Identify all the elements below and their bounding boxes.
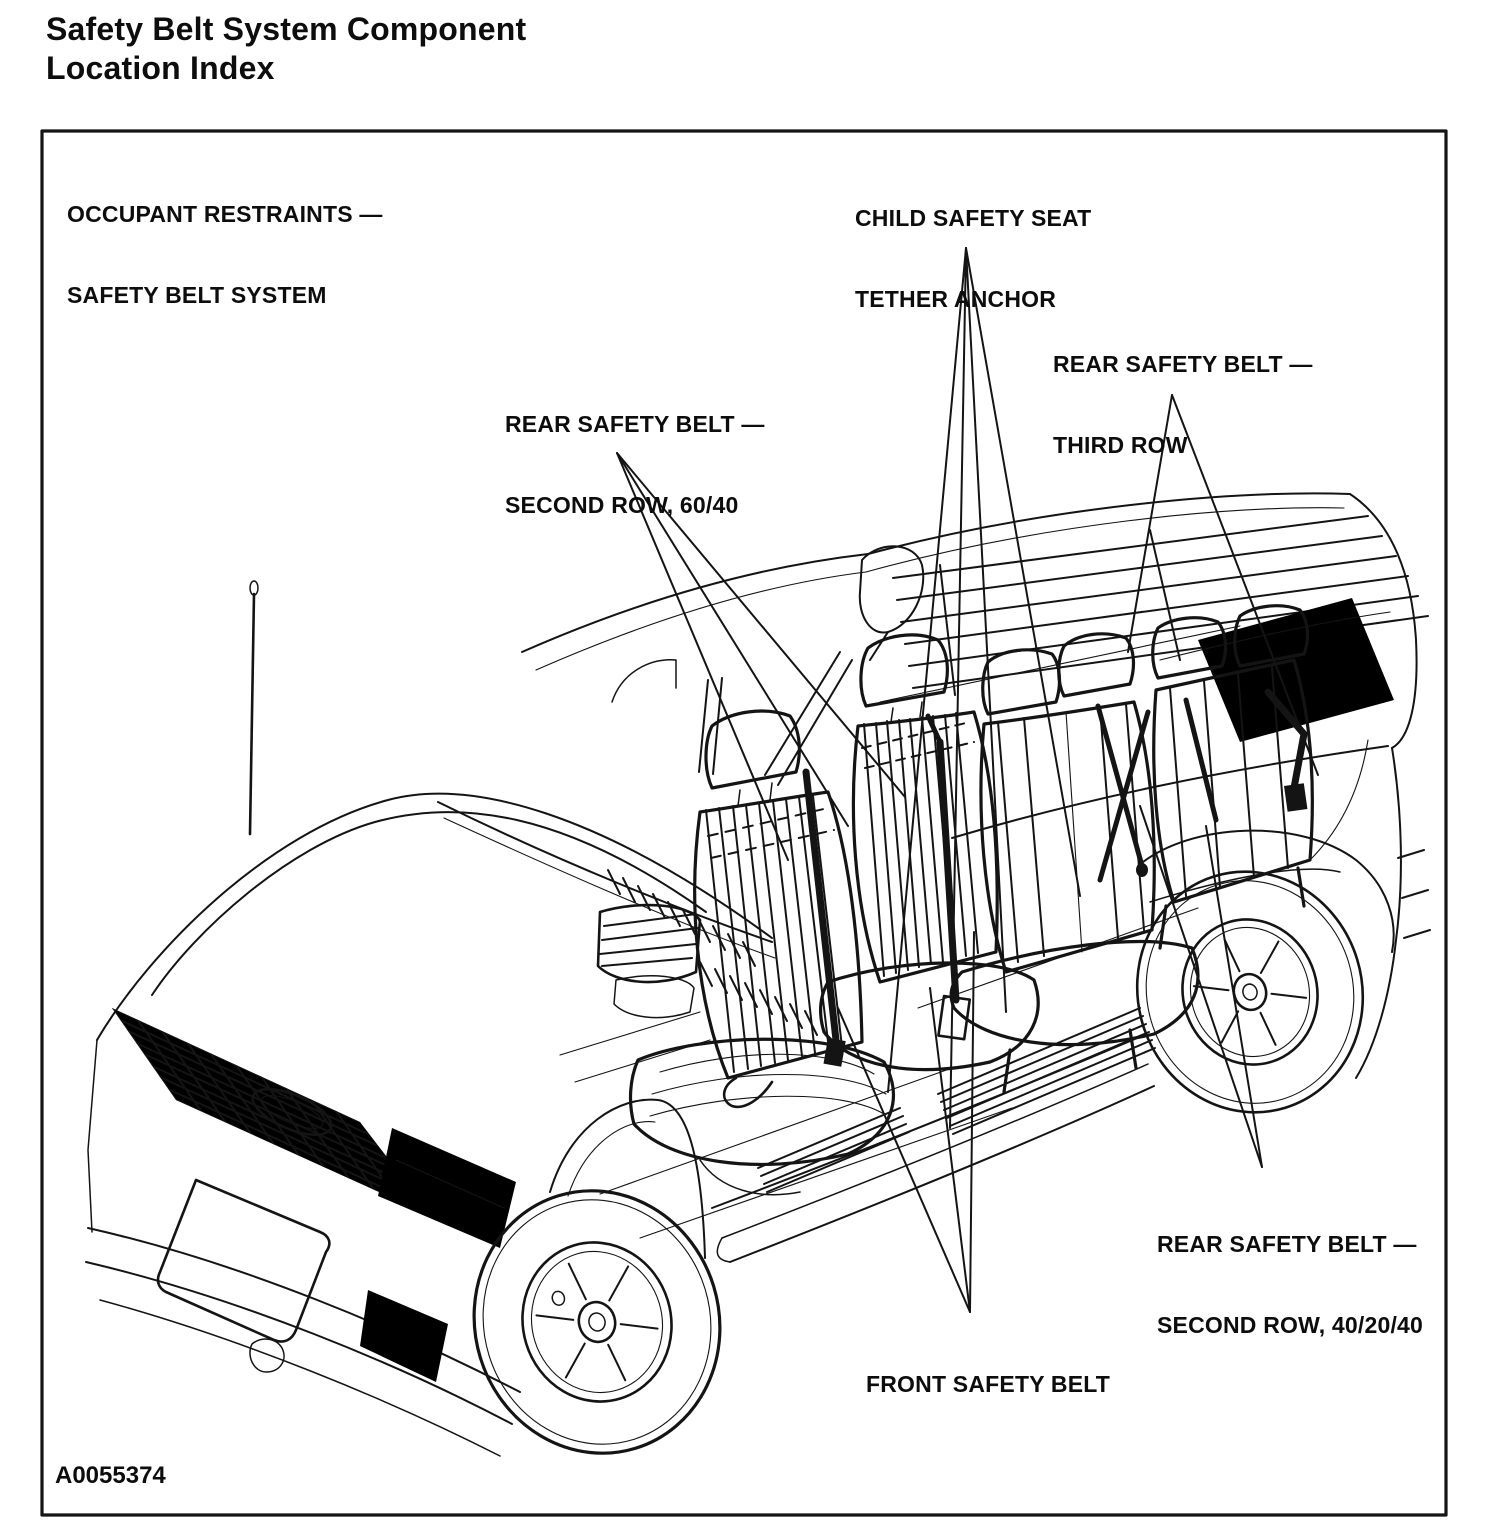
label-rear-safety-belt-second-row-402040: REAR SAFETY BELT — SECOND ROW, 40/20/40 bbox=[1157, 1231, 1424, 1338]
tail-lamp bbox=[1398, 850, 1430, 938]
page-title-line1: Safety Belt System Component bbox=[46, 11, 527, 47]
center-console bbox=[598, 905, 700, 1018]
front-wheel-arch bbox=[550, 1100, 705, 1258]
second-row-belt-strap bbox=[1098, 706, 1142, 866]
figure-code: A0055374 bbox=[55, 1462, 166, 1489]
label-front-safety-belt: FRONT SAFETY BELT bbox=[866, 1371, 1111, 1397]
third-row-belt-buckle bbox=[1284, 783, 1307, 812]
label-rear-safety-belt-second-row-6040: REAR SAFETY BELT — SECOND ROW, 60/40 bbox=[505, 411, 765, 518]
windshield-cowl bbox=[438, 802, 817, 1035]
headlamp bbox=[378, 1128, 516, 1248]
page-title bbox=[46, 10, 526, 88]
antenna bbox=[250, 581, 258, 834]
label-child-safety-seat-tether-anchor: CHILD SAFETY SEAT TETHER ANCHOR bbox=[855, 205, 1092, 312]
page-title-line2: Location Index bbox=[46, 50, 275, 86]
label-rear-safety-belt-third-row: REAR SAFETY BELT — THIRD ROW bbox=[1053, 351, 1313, 458]
label-occupant-restraints: OCCUPANT RESTRAINTS — SAFETY BELT SYSTEM bbox=[67, 201, 383, 308]
